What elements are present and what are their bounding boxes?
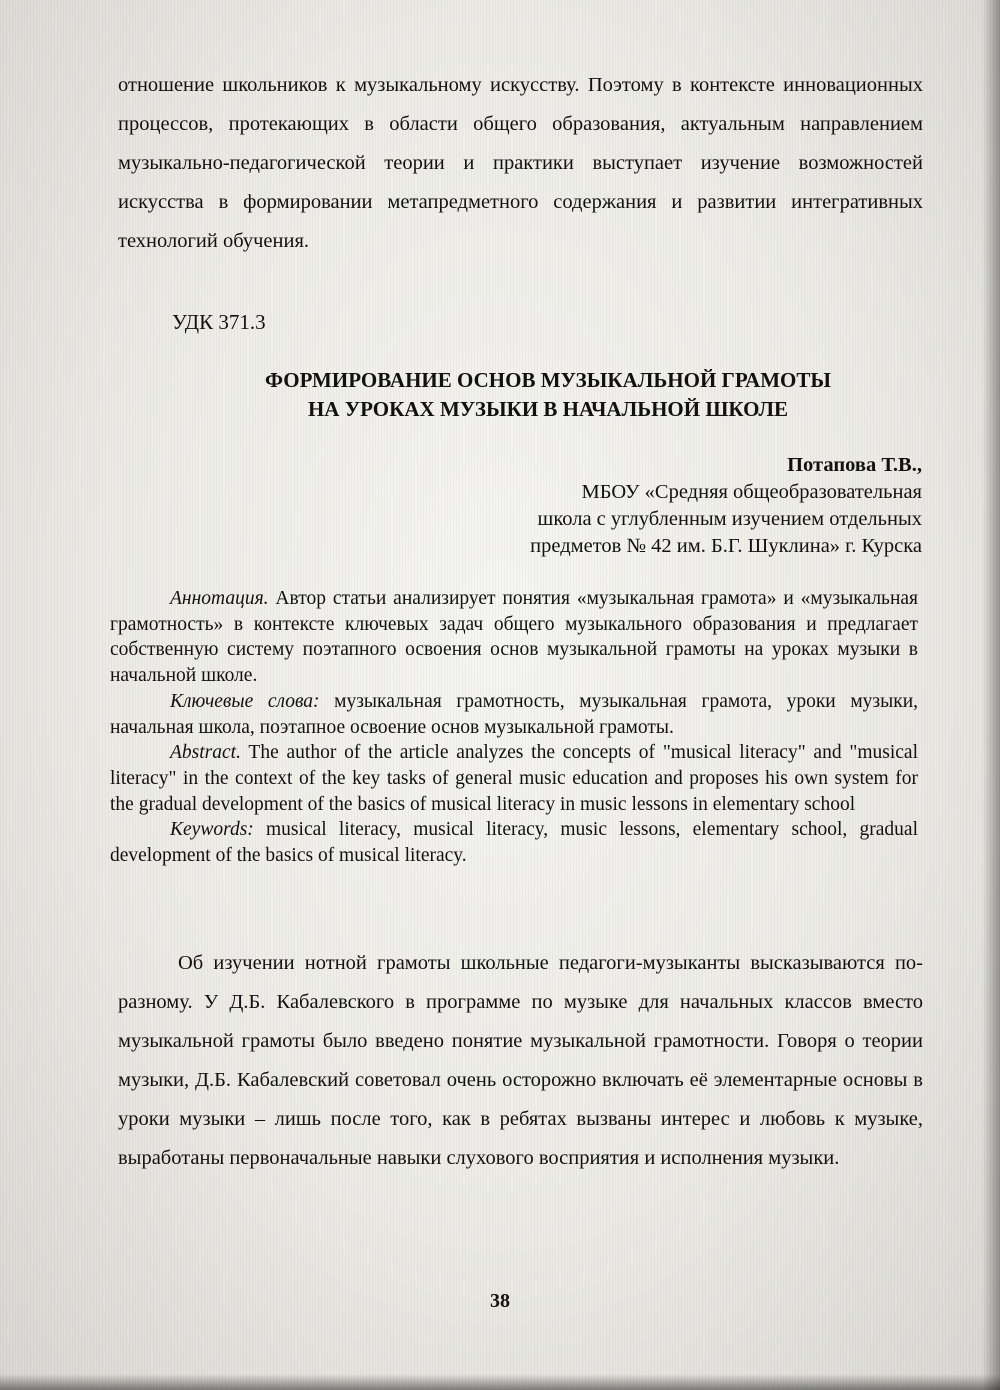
udk-code: УДК 371.3 (172, 310, 266, 334)
page-edge-shadow-right (982, 0, 1000, 1390)
author-block (530, 452, 922, 560)
page-edge-shadow-bottom (0, 1374, 1000, 1390)
annotation-paragraph (110, 586, 918, 689)
keywords-ru-text: музыкальная грамотность, музыкальная грамота, уроки музыки, начальная школа, поэтапное освоение основ музыкальной грамоты. (110, 690, 918, 738)
author-affiliation-line-2: школа с углубленным изучением отдельных (537, 508, 922, 530)
annotation-text: Автор статьи анализирует понятия «музыкальная грамота» и «музыкальная грамотность» в контексте ключевых задач общего музыкального образования и предлагает собственную систему поэтапного освоения основ музыкальной грамоты на уроках музыки в начальной школе. (110, 588, 918, 687)
keywords-en-text: musical literacy, musical literacy, music lessons, elementary school, gradual development of the basics of musical literacy. (110, 819, 918, 867)
article-title-line-2: НА УРОКАХ МУЗЫКИ В НАЧАЛЬНОЙ ШКОЛЕ (307, 397, 789, 421)
abstract-en-text: The author of the article analyzes the concepts of "musical literacy" and "musical literacy" in the context of the key tasks of general music education and proposes his own system for the gradual development of the basics of musical literacy in music lessons in elementary school (110, 742, 918, 815)
page-number: 38 (490, 1290, 510, 1312)
article-title (118, 366, 978, 424)
author-affiliation-line-3: предметов № 42 им. Б.Г. Шуклина» г. Курска (530, 535, 922, 557)
annotation-label: Аннотация. (170, 588, 269, 609)
abstract-block (110, 586, 918, 869)
abstract-en-paragraph (110, 740, 918, 817)
abstract-en-label: Abstract. (170, 742, 241, 764)
main-paragraph: Об изучении нотной грамоты школьные педагоги-музыканты высказываются по-разному. У Д.Б. Кабалевского в программе по музыке для начальных классов вместо музыкальной грамоты было введено понятие музыкальной грамотности. Говоря о теории музыки, Д.Б. Кабалевский советовал очень осторожно включать её элементарные основы в уроки музыки – лишь после того, как в ребятах вызваны интерес и любовь к музыке, выработаны первоначальные навыки слухового восприятия и исполнения музыки. (118, 952, 923, 1169)
keywords-en-label: Keywords: (170, 819, 254, 841)
keywords-ru-label: Ключевые слова: (170, 690, 320, 712)
author-affiliation-line-1: МБОУ «Средняя общеобразовательная (581, 481, 922, 503)
author-name: Потапова Т.В., (787, 454, 922, 476)
main-text (118, 944, 923, 1178)
intro-paragraph: отношение школьников к музыкальному искусству. Поэтому в контексте инновационных процессов, протекающих в области общего образования, актуальным направлением музыкально-педагогической теории и практики выступает изучение возможностей искусства в формировании метапредметного содержания и развитии интегративных технологий обучения. (118, 74, 923, 252)
article-title-line-1: ФОРМИРОВАНИЕ ОСНОВ МУЗЫКАЛЬНОЙ ГРАМОТЫ (265, 368, 831, 392)
keywords-en-paragraph (110, 817, 918, 868)
keywords-ru-paragraph (110, 689, 918, 740)
